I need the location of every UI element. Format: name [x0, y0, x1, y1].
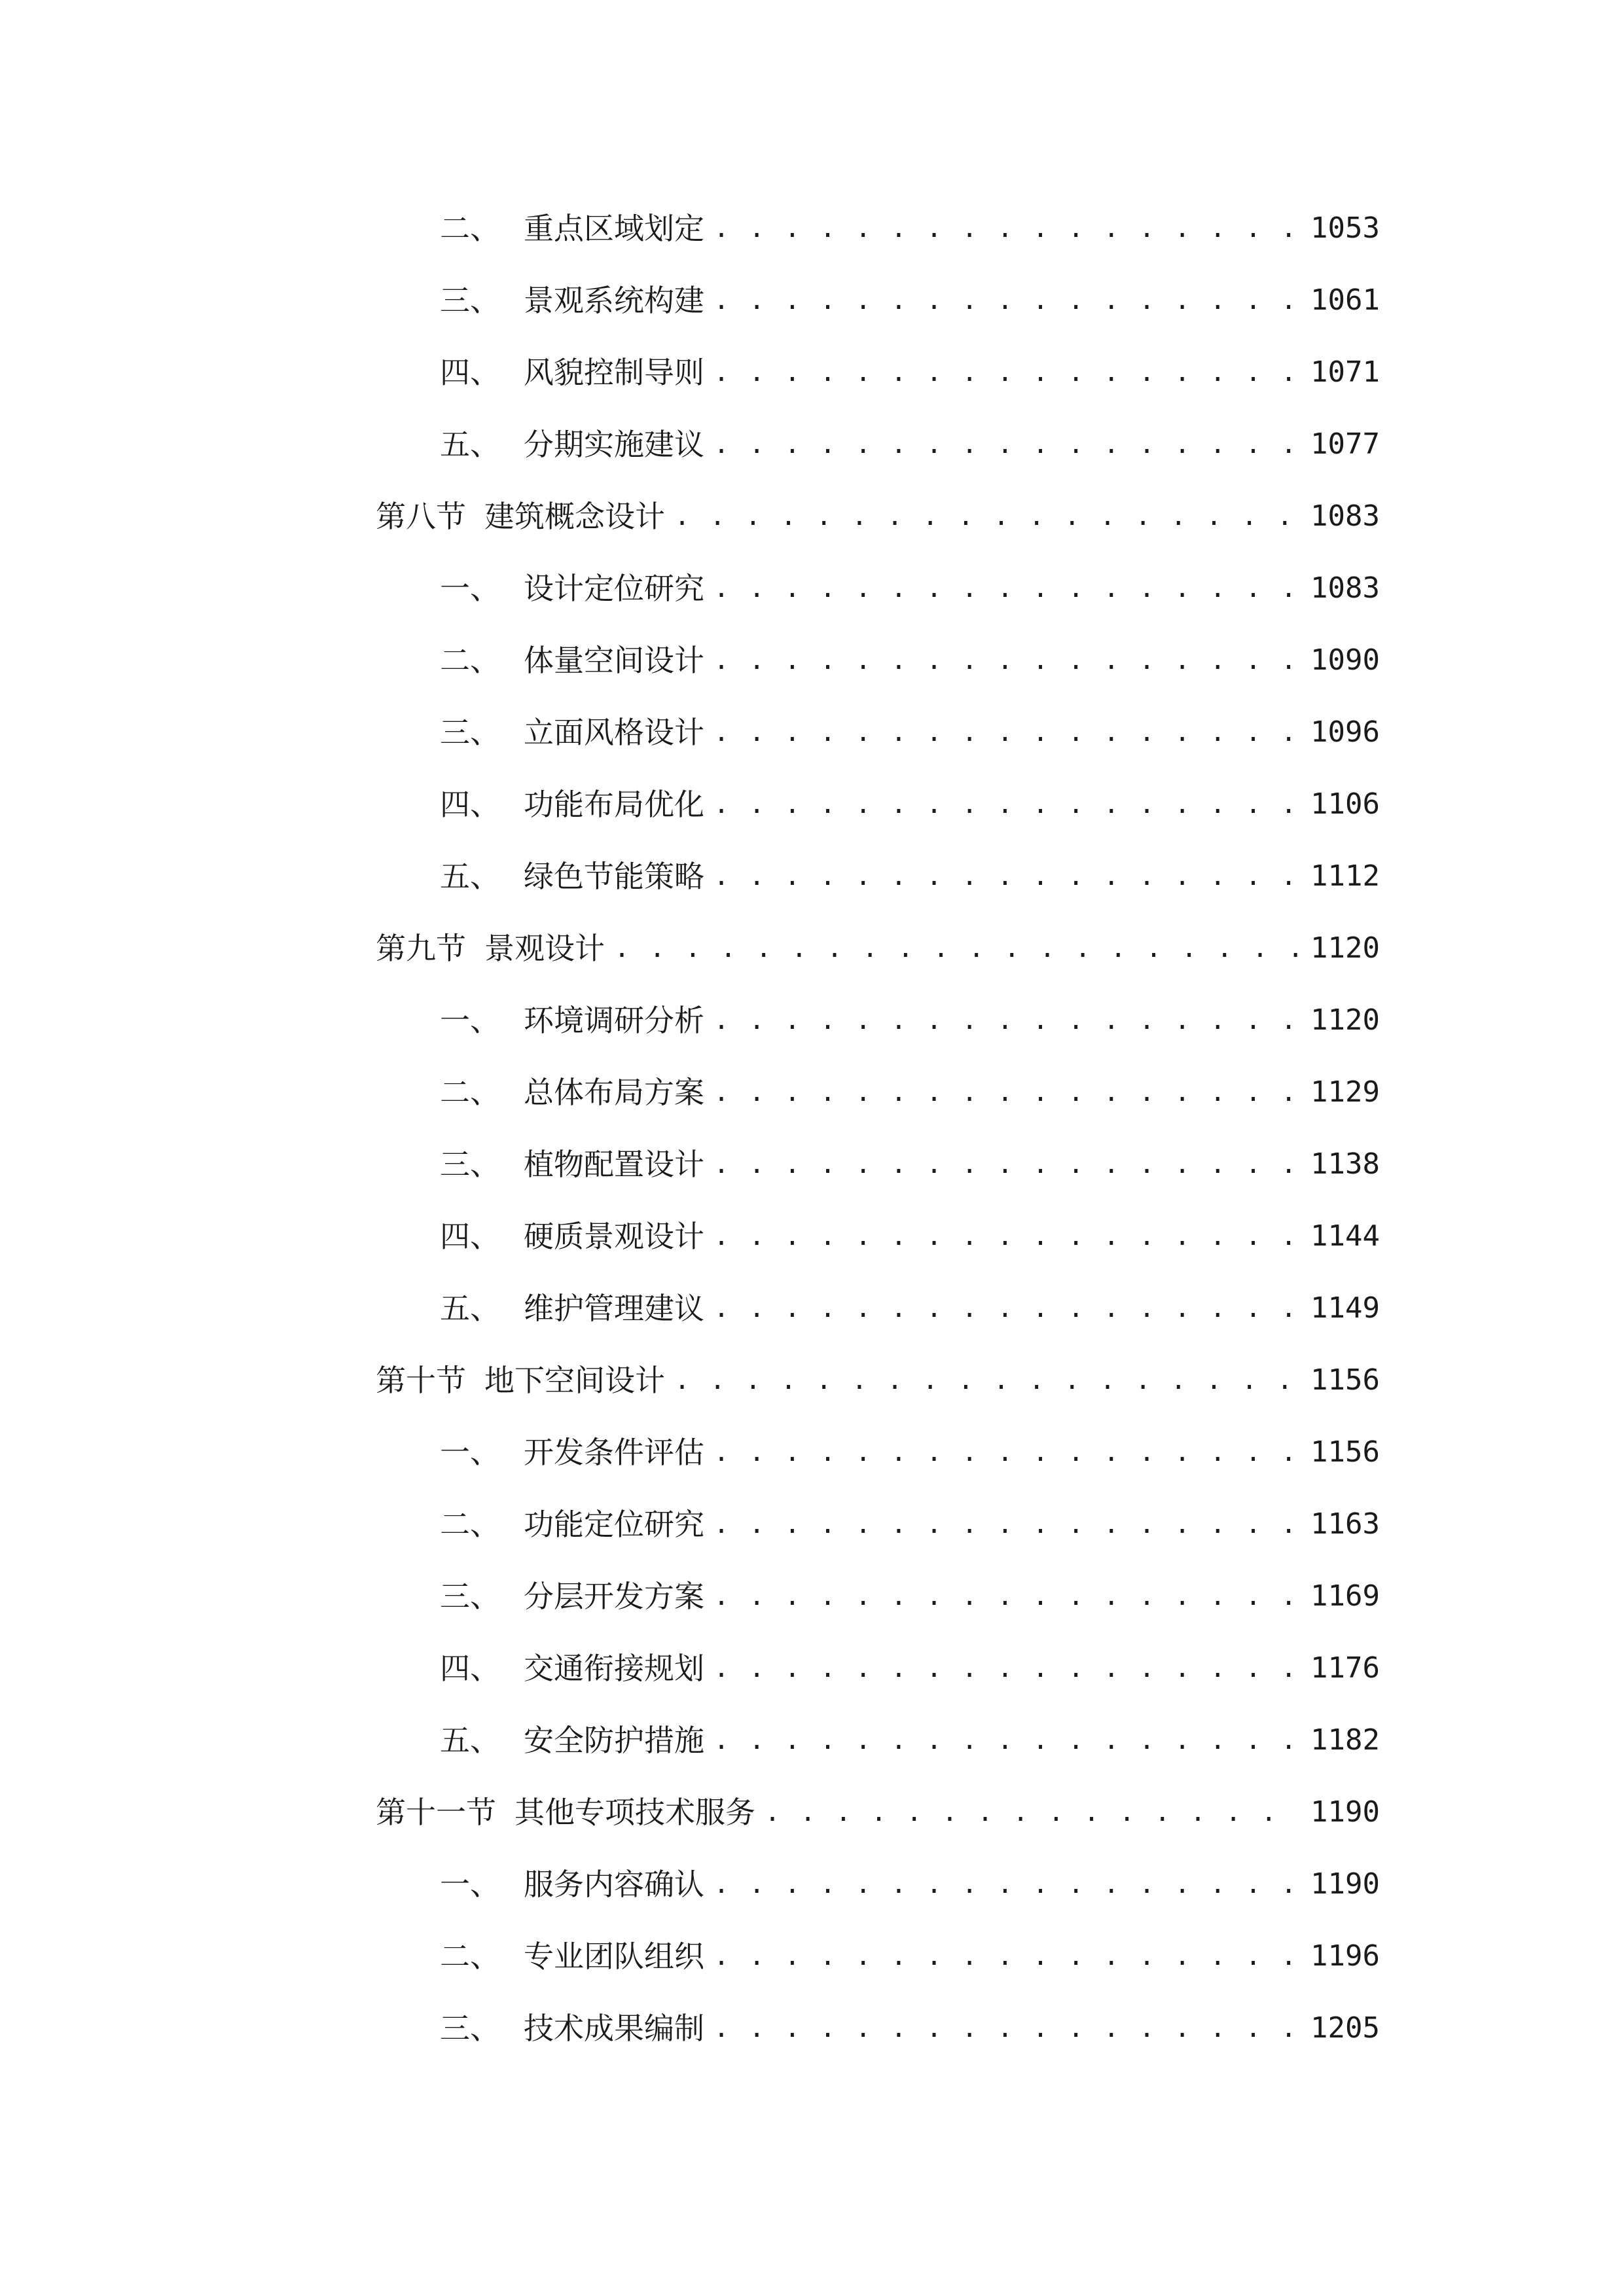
entry-number: 五、 — [440, 1291, 500, 1326]
dot-leader — [674, 501, 1297, 531]
toc-section-entry[interactable] — [376, 480, 1380, 552]
dot-leader — [713, 1005, 1297, 1035]
dot-leader — [713, 285, 1297, 315]
entry-page-number: 1176 — [1310, 1651, 1380, 1685]
toc-entry[interactable] — [440, 624, 1380, 696]
entry-page-number: 1083 — [1310, 571, 1380, 605]
entry-title: 总体布局方案 — [524, 1075, 704, 1110]
entry-title: 专业团队组织 — [524, 1939, 704, 1974]
toc-entry[interactable] — [440, 552, 1380, 624]
entry-page-number: 1190 — [1310, 1867, 1380, 1901]
entry-page-number: 1090 — [1310, 643, 1380, 677]
entry-number: 三、 — [440, 2011, 500, 2046]
entry-number: 四、 — [440, 355, 500, 390]
toc-entry[interactable] — [440, 1272, 1380, 1344]
dot-leader — [713, 717, 1297, 747]
entry-page-number: 1190 — [1310, 1795, 1380, 1829]
entry-title: 景观系统构建 — [524, 283, 704, 318]
entry-page-number: 1053 — [1310, 211, 1380, 245]
dot-leader — [713, 1293, 1297, 1323]
dot-leader — [713, 1581, 1297, 1611]
entry-number: 四、 — [440, 787, 500, 822]
entry-page-number: 1120 — [1310, 931, 1380, 965]
entry-page-number: 1083 — [1310, 499, 1380, 533]
entry-page-number: 1061 — [1310, 283, 1380, 317]
entry-page-number: 1106 — [1310, 787, 1380, 821]
entry-number: 三、 — [440, 1147, 500, 1182]
entry-title: 体量空间设计 — [524, 643, 704, 678]
entry-title: 分层开发方案 — [524, 1579, 704, 1614]
entry-number: 二、 — [440, 1939, 500, 1974]
dot-leader — [765, 1797, 1297, 1827]
entry-page-number: 1156 — [1310, 1363, 1380, 1397]
dot-leader — [674, 1365, 1297, 1395]
toc-section-entry[interactable] — [376, 1776, 1380, 1848]
dot-leader — [713, 1941, 1297, 1971]
entry-page-number: 1096 — [1310, 715, 1380, 749]
dot-leader — [713, 213, 1297, 243]
dot-leader — [713, 1509, 1297, 1539]
entry-number: 四、 — [440, 1651, 500, 1686]
entry-page-number: 1182 — [1310, 1723, 1380, 1757]
dot-leader — [713, 1653, 1297, 1683]
section-number: 第十节 — [376, 1363, 466, 1398]
dot-leader — [713, 573, 1297, 603]
dot-leader — [713, 1077, 1297, 1107]
entry-title: 硬质景观设计 — [524, 1219, 704, 1254]
entry-title: 重点区域划定 — [524, 211, 704, 246]
entry-page-number: 1071 — [1310, 355, 1380, 389]
entry-page-number: 1163 — [1310, 1507, 1380, 1541]
entry-number: 一、 — [440, 571, 500, 606]
section-number: 第八节 — [376, 499, 466, 534]
toc-entry[interactable] — [440, 984, 1380, 1056]
dot-leader — [713, 789, 1297, 819]
entry-title: 功能布局优化 — [524, 787, 704, 822]
dot-leader — [713, 861, 1297, 891]
entry-title: 开发条件评估 — [524, 1435, 704, 1470]
toc-entry[interactable] — [440, 1128, 1380, 1200]
entry-number: 三、 — [440, 283, 500, 318]
entry-title: 维护管理建议 — [524, 1291, 704, 1326]
toc-entry[interactable] — [440, 1056, 1380, 1128]
entry-page-number: 1156 — [1310, 1435, 1380, 1469]
entry-number: 四、 — [440, 1219, 500, 1254]
entry-page-number: 1120 — [1310, 1003, 1380, 1037]
entry-number: 一、 — [440, 1003, 500, 1038]
entry-title: 绿色节能策略 — [524, 859, 704, 894]
dot-leader — [713, 2013, 1297, 2043]
toc-entry[interactable] — [440, 696, 1380, 768]
entry-title: 技术成果编制 — [524, 2011, 704, 2046]
entry-title: 安全防护措施 — [524, 1723, 704, 1758]
entry-number: 三、 — [440, 1579, 500, 1614]
toc-entry[interactable] — [440, 768, 1380, 840]
toc-entry[interactable] — [440, 1848, 1380, 1920]
entry-number: 一、 — [440, 1867, 500, 1902]
toc-entry[interactable] — [440, 1920, 1380, 1992]
entry-page-number: 1205 — [1310, 2011, 1380, 2045]
toc-entry[interactable] — [440, 1488, 1380, 1560]
toc-entry[interactable] — [440, 264, 1380, 336]
dot-leader — [713, 357, 1297, 387]
entry-page-number: 1196 — [1310, 1939, 1380, 1973]
entry-title: 交通衔接规划 — [524, 1651, 704, 1686]
toc-entry[interactable] — [440, 840, 1380, 912]
entry-number: 二、 — [440, 1075, 500, 1110]
entry-title: 服务内容确认 — [524, 1867, 704, 1902]
section-title: 其他专项技术服务 — [514, 1795, 755, 1830]
entry-number: 二、 — [440, 1507, 500, 1542]
toc-entry[interactable] — [440, 1560, 1380, 1632]
entry-number: 五、 — [440, 1723, 500, 1758]
dot-leader — [713, 1869, 1297, 1899]
toc-section-entry[interactable] — [376, 912, 1380, 984]
dot-leader — [713, 645, 1297, 675]
entry-page-number: 1149 — [1310, 1291, 1380, 1325]
entry-page-number: 1112 — [1310, 859, 1380, 893]
entry-number: 五、 — [440, 427, 500, 462]
toc-entry[interactable] — [440, 1992, 1380, 2064]
entry-page-number: 1144 — [1310, 1219, 1380, 1253]
entry-page-number: 1138 — [1310, 1147, 1380, 1181]
entry-title: 功能定位研究 — [524, 1507, 704, 1542]
toc-entry[interactable] — [440, 1200, 1380, 1272]
entry-page-number: 1077 — [1310, 427, 1380, 461]
entry-number: 三、 — [440, 715, 500, 750]
entry-title: 环境调研分析 — [524, 1003, 704, 1038]
section-title: 景观设计 — [484, 931, 605, 966]
entry-number: 五、 — [440, 859, 500, 894]
entry-title: 风貌控制导则 — [524, 355, 704, 390]
dot-leader — [713, 1725, 1297, 1755]
toc-section-entry[interactable] — [376, 1344, 1380, 1416]
toc-entry[interactable] — [440, 1704, 1380, 1776]
toc-entry[interactable] — [440, 1632, 1380, 1704]
section-title: 地下空间设计 — [484, 1363, 665, 1398]
section-title: 建筑概念设计 — [484, 499, 665, 534]
dot-leader — [713, 1221, 1297, 1251]
toc-entry[interactable] — [440, 1416, 1380, 1488]
section-number: 第九节 — [376, 931, 466, 966]
toc-entry[interactable] — [440, 192, 1380, 264]
dot-leader — [713, 429, 1297, 459]
entry-page-number: 1169 — [1310, 1579, 1380, 1613]
entry-title: 立面风格设计 — [524, 715, 704, 750]
dot-leader — [614, 933, 1297, 963]
entry-title: 分期实施建议 — [524, 427, 704, 462]
entry-page-number: 1129 — [1310, 1075, 1380, 1109]
section-number: 第十一节 — [376, 1795, 496, 1830]
dot-leader — [713, 1149, 1297, 1179]
toc-entry[interactable] — [440, 336, 1380, 408]
entry-title: 植物配置设计 — [524, 1147, 704, 1182]
entry-number: 一、 — [440, 1435, 500, 1470]
entry-number: 二、 — [440, 211, 500, 246]
dot-leader — [713, 1437, 1297, 1467]
entry-number: 二、 — [440, 643, 500, 678]
entry-title: 设计定位研究 — [524, 571, 704, 606]
toc-entry[interactable] — [440, 408, 1380, 480]
